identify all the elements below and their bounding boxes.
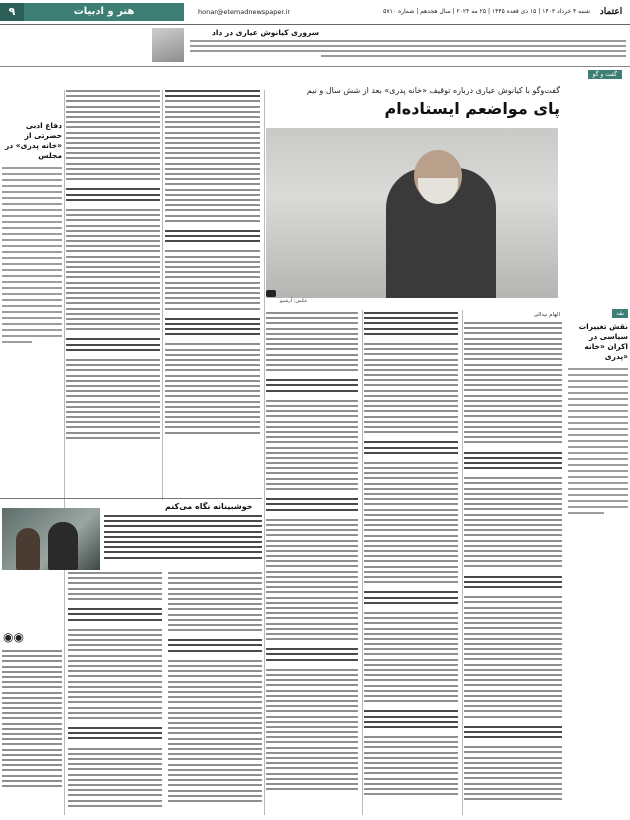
main-photo	[266, 128, 558, 298]
main-kicker: گفت و گو	[588, 70, 622, 79]
photo-credit: عکس: آرشیو	[280, 298, 308, 304]
issue-date-line: شنبه ۴ خرداد ۱۴۰۳ | ۱۵ ذی قعده ۱۴۴۵ | ۲۵ مه ۲۰۲۴ | سال هجدهم | شماره ۵۷۱۰	[383, 8, 590, 15]
article-column-1	[464, 322, 562, 803]
section-email: honar@etemadnewspaper.ir	[198, 8, 291, 16]
main-subtitle: گفت‌وگو با کیانوش عیاری درباره توقیف «خانه پدری» بعد از شش سال و نیم	[306, 86, 560, 95]
eye-icon: ◉◉	[3, 630, 24, 644]
newspaper-logo: اعتماد	[599, 7, 623, 17]
left-aside-title: دفاع ادبی حضرتی از «خانه پدری» در مجلس	[4, 121, 62, 160]
top-teaser	[0, 26, 630, 67]
sub-story-title: خوشبینانه نگاه می‌کنم	[165, 502, 253, 511]
sub-story-column-1	[168, 572, 262, 805]
article-column-2	[364, 312, 458, 798]
right-aside	[568, 300, 628, 518]
article-column-3	[266, 312, 358, 793]
byline: الهام نیدالی	[533, 312, 560, 318]
article-column-5	[66, 90, 160, 442]
section-title: هنر و ادبیات	[24, 3, 184, 21]
article-column-4	[165, 90, 260, 437]
left-brief	[2, 650, 62, 790]
sub-story-photo	[2, 508, 100, 570]
sub-story-column-2	[68, 572, 162, 810]
teaser-body	[190, 40, 626, 60]
page-number: ۹	[0, 3, 24, 21]
aside-title: نقش تغییرات سیاسی در اکران «خانه پدری»	[578, 322, 628, 361]
camera-icon	[266, 290, 276, 297]
main-headline: پای مواضعم ایستاده‌ام	[384, 99, 560, 118]
page-header	[0, 0, 630, 25]
left-aside	[2, 118, 62, 347]
teaser-title: سروری کیانوش عیاری در داد	[212, 28, 320, 37]
aside-kicker: نقد	[612, 309, 628, 318]
teaser-photo	[152, 28, 184, 62]
sub-story-intro	[104, 515, 262, 562]
